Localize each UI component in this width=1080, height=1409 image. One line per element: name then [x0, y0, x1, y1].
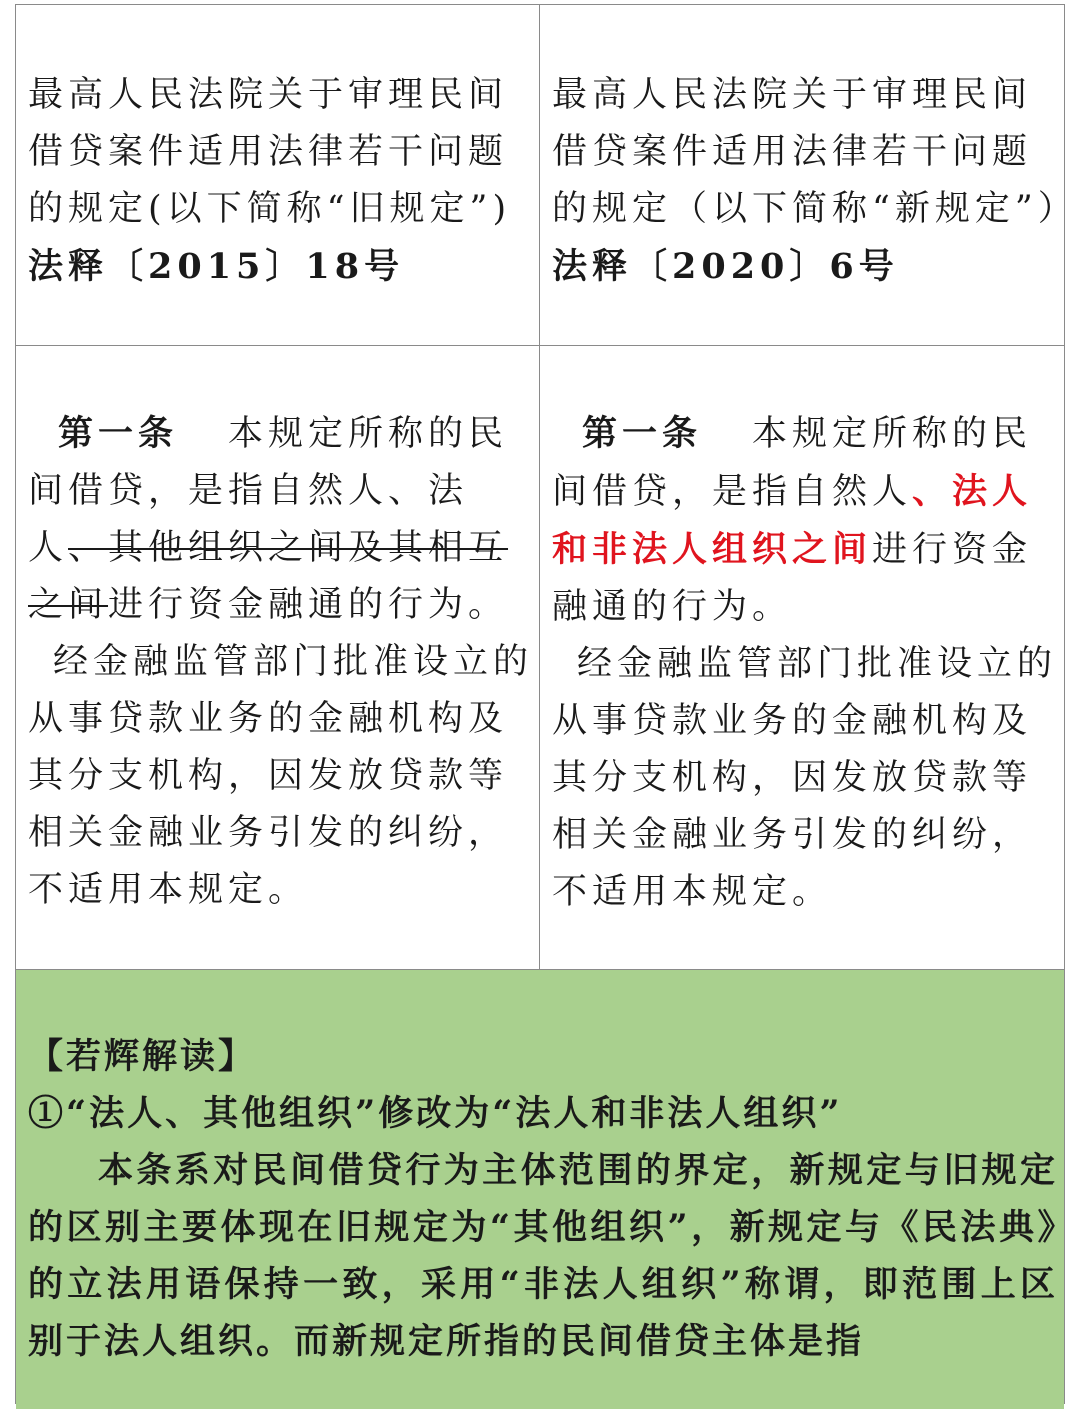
commentary-heading: 【若辉解读】: [28, 1036, 257, 1077]
old-article-1-para2: 经金融监管部门批准设立的从事贷款业务的金融机构及其分支机构，因发放贷款等相关金融业务引发的纠纷，不适用本规定。: [28, 642, 534, 910]
new-article-label: 第一条: [582, 413, 703, 454]
comparison-table: [15, 4, 1078, 1404]
old-rule-doc-number: 法释〔2015〕18号: [28, 246, 405, 287]
new-article-added-text: 、法人和非法人组织之间: [552, 471, 1033, 570]
new-article-text-a: 本规定所称的民间借贷，是指自然人: [552, 414, 1033, 512]
old-rule-header: [28, 67, 533, 295]
commentary-body: 本条系对民间借贷行为主体范围的界定，新规定与旧规定的区别主要体现在旧规定为“其他组织”，新规定与《民法典》的立法用语保持一致，采用“非法人组织”称谓，即范围上区别于法人组织。而新规定所指的民间借贷主体是指: [28, 1150, 1058, 1362]
old-article-text-a: 本规定所称的民间借贷，是指自然人、法人: [28, 414, 509, 568]
old-article-1: [28, 405, 533, 919]
commentary-point-1: ①“法人、其他组织”修改为“法人和非法人组织”: [28, 1093, 843, 1134]
commentary-content: [28, 1028, 1058, 1370]
new-rule-title: 最高人民法院关于审理民间借贷案件适用法律若干问题的规定（以下简称“新规定”）: [552, 75, 1078, 229]
old-article-deleted-text: 、其他组织之间及其相互之间: [28, 528, 509, 625]
new-article-text-b: 进行资金融通的行为。: [552, 530, 1033, 627]
new-rule-doc-number: 法释〔2020〕6号: [552, 246, 899, 287]
old-rule-title: 最高人民法院关于审理民间借贷案件适用法律若干问题的规定(以下简称“旧规定”): [28, 75, 512, 229]
row-divider: [16, 345, 1064, 346]
new-article-1-para1: [552, 405, 1062, 636]
old-article-text-b: 进行资金融通的行为。: [108, 585, 509, 625]
column-divider: [539, 5, 540, 969]
old-article-label: 第一条: [58, 413, 179, 454]
new-article-1-para2: 经金融监管部门批准设立的从事贷款业务的金融机构及其分支机构，因发放贷款等相关金融业务引发的纠纷，不适用本规定。: [552, 644, 1058, 912]
old-article-1-para1: [28, 405, 533, 634]
new-article-1: [552, 405, 1062, 921]
new-rule-header: [552, 67, 1078, 295]
commentary-panel: [16, 969, 1064, 1409]
